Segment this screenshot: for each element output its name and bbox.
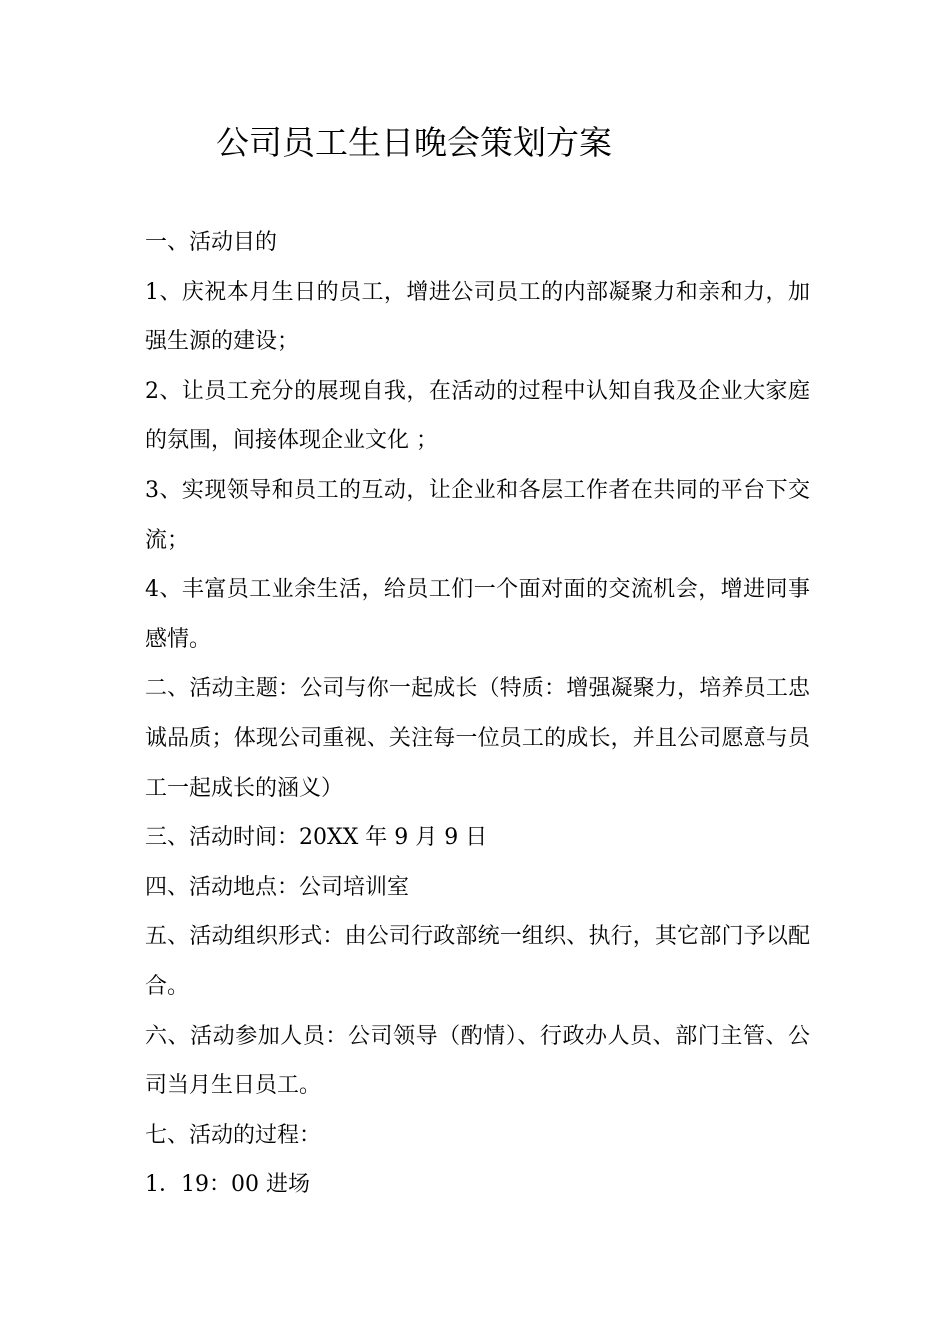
purpose-item-4: 4、丰富员工业余生活，给员工们一个面对面的交流机会，增进同事感情。 [145,577,810,652]
document-title: 公司员工生日晚会策划方案 [216,123,612,162]
section-location: 四、活动地点：公司培训室 [145,874,410,900]
document-body [145,218,810,1210]
section-theme: 二、活动主题：公司与你一起成长（特质：增强凝聚力，培养员工忠诚品质；体现公司重视、关注每一位员工的成长，并且公司愿意与员工一起成长的涵义） [145,676,810,801]
process-item-1: 1．19：00 进场 [145,1172,310,1198]
section-time: 三、活动时间：20XX 年 9 月 9 日 [145,825,488,851]
section-organization: 五、活动组织形式：由公司行政部统一组织、执行，其它部门予以配合。 [145,924,810,999]
section-participants: 六、活动参加人员：公司领导（酌情）、行政办人员、部门主管、公司当月生日员工。 [145,1023,810,1099]
purpose-item-3: 3、实现领导和员工的互动，让企业和各层工作者在共同的平台下交流； [145,477,810,553]
purpose-item-1: 1、庆祝本月生日的员工，增进公司员工的内部凝聚力和亲和力，加强生源的建设； [145,279,810,355]
purpose-item-2: 2、让员工充分的展现自我，在活动的过程中认知自我及企业大家庭的氛围，间接体现企业文化 ； [145,378,810,454]
section-process: 七、活动的过程： [145,1122,322,1148]
section-heading-purpose: 一、活动目的 [145,230,278,255]
